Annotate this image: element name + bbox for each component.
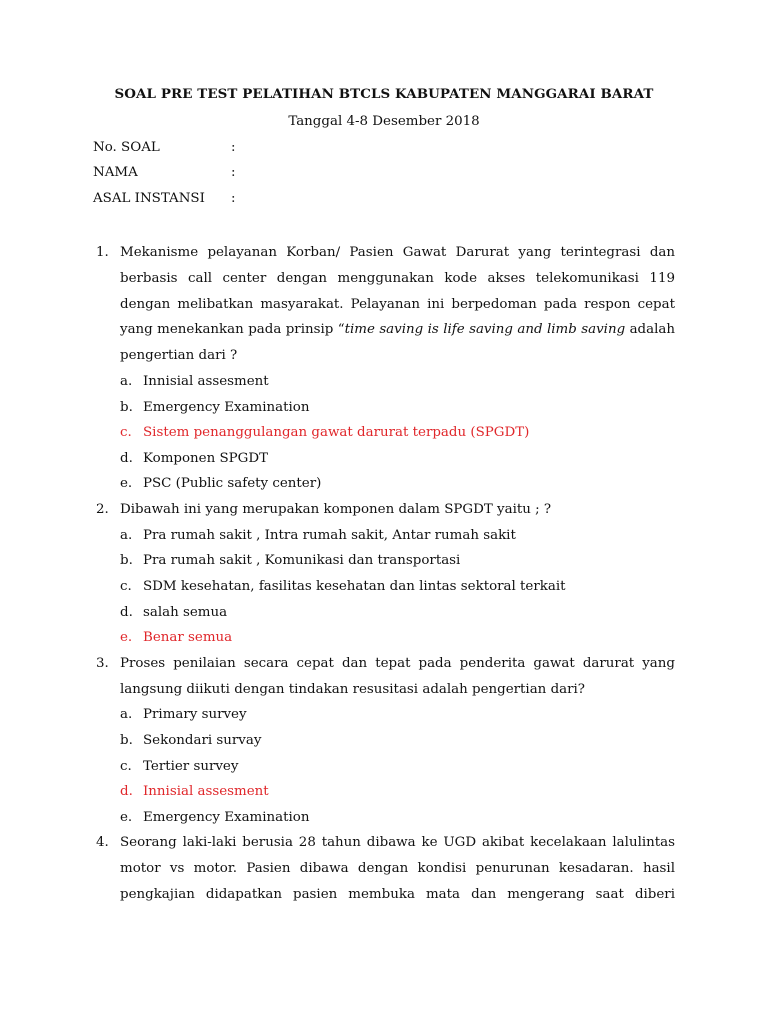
option-b <box>96 395 675 421</box>
option-text: Pra rumah sakit , Intra rumah sakit, Antar rumah sakit <box>143 527 516 543</box>
question-number: 2. <box>96 501 109 517</box>
question-text <box>96 240 675 369</box>
option-letter: b. <box>120 553 133 569</box>
option-text: Emergency Examination <box>143 809 310 825</box>
option-c <box>96 754 675 780</box>
option-letter: c. <box>120 425 132 441</box>
option-letter: a. <box>120 707 133 723</box>
option-text: Innisial assesment <box>143 373 269 389</box>
question-text-italic: time saving is life saving and limb saving <box>344 322 626 338</box>
option-b <box>96 728 675 754</box>
option-letter: d. <box>120 784 133 800</box>
option-letter: d. <box>120 604 133 620</box>
field-colon: : <box>231 140 236 155</box>
question-2 <box>96 497 675 651</box>
question-number: 3. <box>96 655 109 671</box>
option-a <box>96 369 675 395</box>
document-date: Tanggal 4-8 Desember 2018 <box>288 114 480 129</box>
option-b <box>96 548 675 574</box>
option-text: Tertier survey <box>143 758 239 774</box>
option-text: PSC (Public safety center) <box>143 476 322 492</box>
field-no-soal <box>93 138 236 158</box>
field-nama <box>93 163 236 183</box>
option-letter: e. <box>120 476 133 492</box>
option-letter: c. <box>120 758 132 774</box>
option-d-correct <box>96 779 675 805</box>
question-text-part: adalah pengertian dari ? <box>120 322 676 364</box>
option-d <box>96 446 675 472</box>
option-letter: c. <box>120 578 132 594</box>
option-a <box>96 702 675 728</box>
option-text: Sekondari survay <box>143 732 262 748</box>
question-text <box>96 830 675 907</box>
option-text: Komponen SPGDT <box>143 450 269 466</box>
option-e-correct <box>96 625 675 651</box>
option-text: Benar semua <box>143 630 233 646</box>
question-text <box>96 497 675 523</box>
option-text: Pra rumah sakit , Komunikasi dan transportasi <box>143 553 461 569</box>
option-letter: d. <box>120 450 133 466</box>
field-colon: : <box>231 191 236 206</box>
option-letter: e. <box>120 630 133 646</box>
question-text-part: Dibawah ini yang merupakan komponen dalam SPGDT yaitu ; ? <box>120 501 552 517</box>
question-3 <box>96 651 675 831</box>
question-text <box>96 651 675 703</box>
option-a <box>96 523 675 549</box>
option-letter: e. <box>120 809 133 825</box>
question-text-part: Mekanisme pelayanan Korban/ Pasien Gawat Darurat yang terintegrasi dan berbasis call center dengan menggunakan kode akses telekomunikasi 119 dengan melibatkan masyarakat. Pelayanan ini berpedoman pada respon cepat yang menekankan pada prinsip “ <box>120 245 675 338</box>
question-number: 4. <box>96 835 109 851</box>
option-c-correct <box>96 420 675 446</box>
question-4 <box>96 830 675 907</box>
question-list <box>96 240 675 908</box>
question-text-part: Proses penilaian secara cepat dan tepat pada penderita gawat darurat yang langsung diikuti dengan tindakan resusitasi adalah pengertian dari? <box>120 655 675 697</box>
option-letter: a. <box>120 527 133 543</box>
document-title: SOAL PRE TEST PELATIHAN BTCLS KABUPATEN MANGGARAI BARAT <box>114 86 654 102</box>
field-label: No. SOAL <box>93 140 160 155</box>
option-c <box>96 574 675 600</box>
option-letter: b. <box>120 732 133 748</box>
option-text: SDM kesehatan, fasilitas kesehatan dan lintas sektoral terkait <box>143 578 566 594</box>
field-colon: : <box>231 165 236 180</box>
option-e <box>96 805 675 831</box>
option-text: salah semua <box>143 604 228 620</box>
option-text: Emergency Examination <box>143 399 310 415</box>
field-asal-instansi <box>93 189 236 209</box>
field-label: NAMA <box>93 165 138 180</box>
question-number: 1. <box>96 245 109 260</box>
option-text: Sistem penanggulangan gawat darurat terpadu (SPGDT) <box>143 425 530 441</box>
option-e <box>96 471 675 497</box>
option-text: Primary survey <box>143 707 247 723</box>
question-1 <box>96 240 675 497</box>
question-text-part: Seorang laki-laki berusia 28 tahun dibawa ke UGD akibat kecelakaan lalulintas motor vs motor. Pasien dibawa dengan kondisi penurunan kesadaran. hasil pengkajian didapatkan pasien membuka mata dan mengerang saat diberi <box>120 835 675 902</box>
option-letter: a. <box>120 373 133 389</box>
option-letter: b. <box>120 399 133 415</box>
option-text: Innisial assesment <box>143 784 269 800</box>
field-label: ASAL INSTANSI <box>93 191 205 206</box>
option-d <box>96 600 675 626</box>
